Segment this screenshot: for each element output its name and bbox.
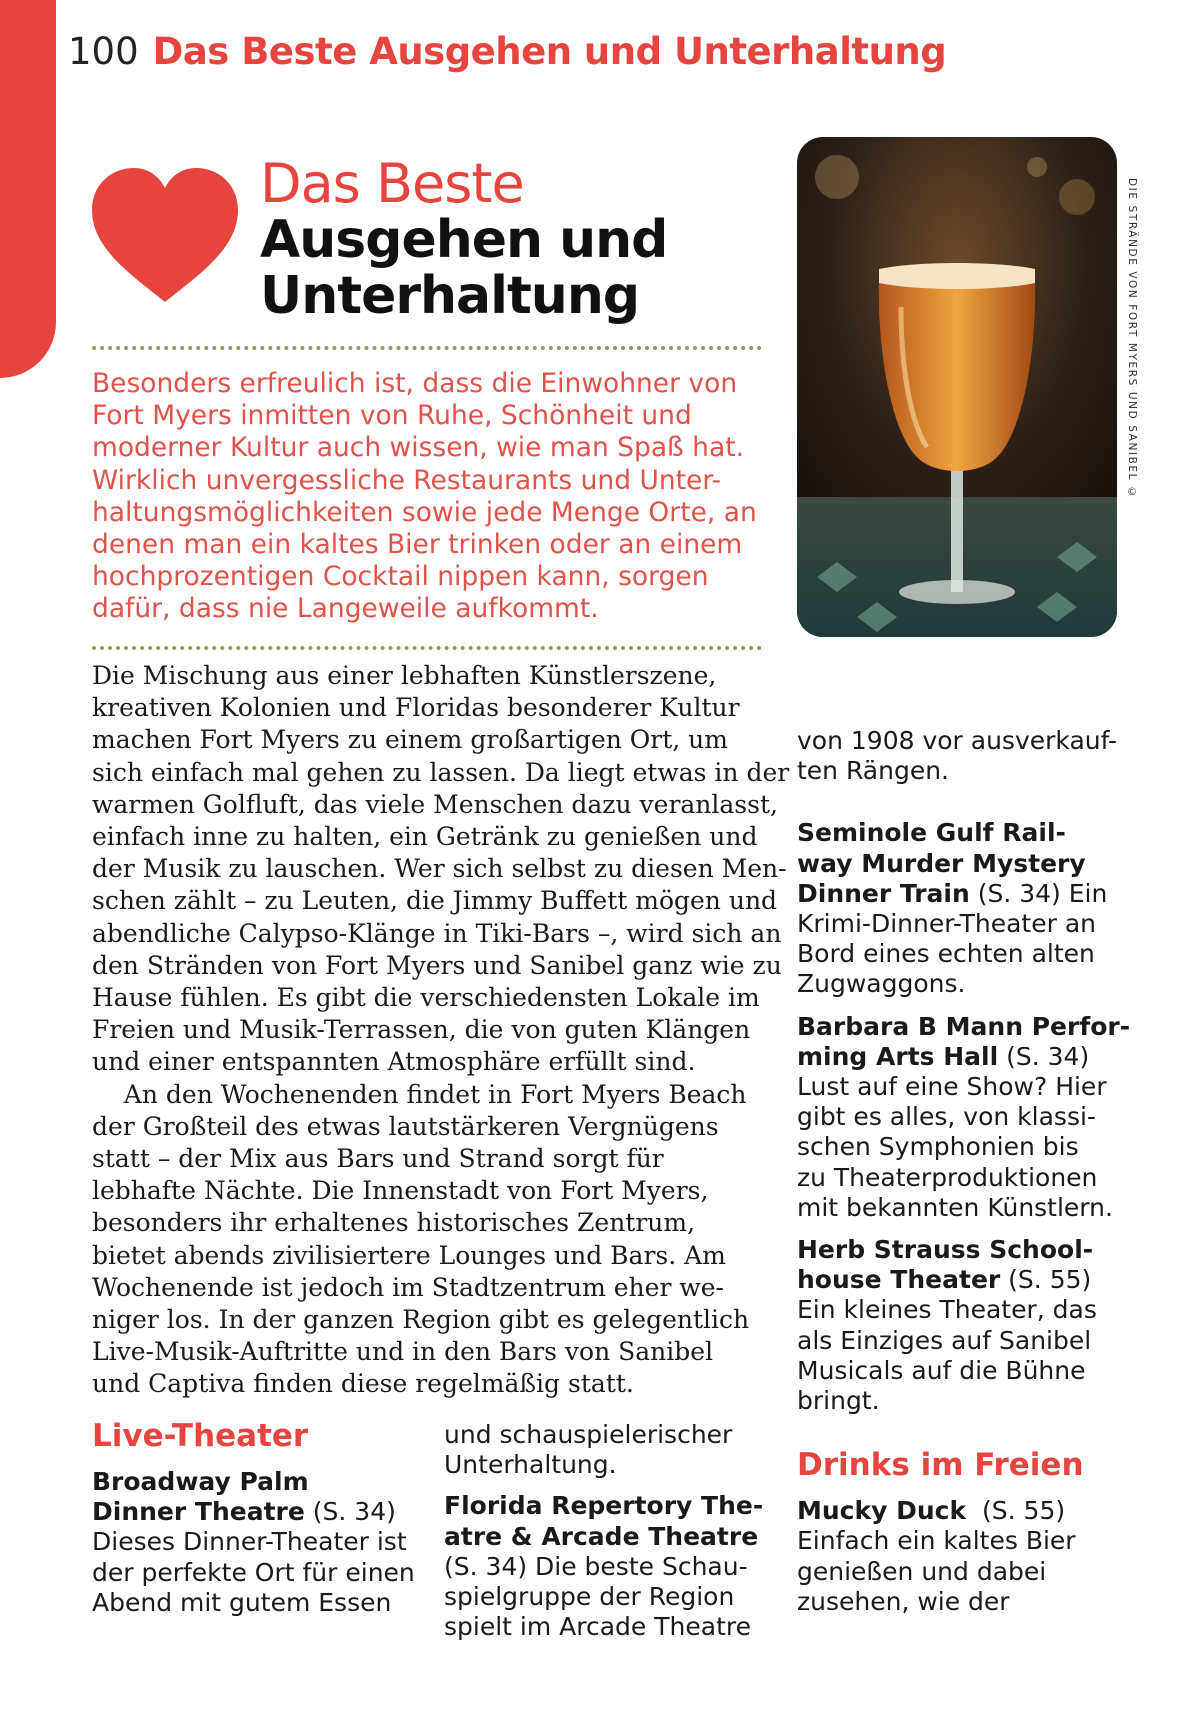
photo-credit: DIE STRÄNDE VON FORT MYERS UND SANIBEL © <box>1126 178 1138 500</box>
entry-name: ming Arts Hall (S. 34) <box>797 1041 1090 1071</box>
entry-text: der perfekte Ort für einen <box>92 1557 415 1587</box>
intro-line: dafür, dass nie Langeweile aufkommt. <box>92 593 599 625</box>
body-line: An den Wochenenden findet in Fort Myers Beach <box>92 1079 747 1109</box>
entry-text: mit bekannten Künstlern. <box>797 1192 1113 1222</box>
entry-text: gibt es alles, von klassi- <box>797 1102 1096 1132</box>
running-head <box>68 30 946 73</box>
body-text <box>92 660 790 1401</box>
dotted-divider-bottom <box>92 646 762 650</box>
hero-title-line3: Unterhaltung <box>260 266 640 326</box>
body-line: abendliche Calypso-Klänge in Tiki-Bars –, wird sich an <box>92 918 782 948</box>
entry-text: genießen und dabei <box>797 1556 1047 1586</box>
hero-title-line2: Ausgehen und <box>260 210 668 270</box>
entry-text: Musicals auf die Bühne <box>797 1355 1086 1385</box>
entry-text: von 1908 vor ausverkauf- <box>797 726 1118 755</box>
entry-text: spielt im Arcade Theatre <box>444 1612 751 1642</box>
beer-glass-photo <box>797 137 1117 637</box>
section-title-live-theater: Live-Theater <box>92 1418 309 1454</box>
body-line: besonders ihr erhaltenes historisches Zentrum, <box>92 1208 696 1238</box>
body-line: Wochenende ist jedoch im Stadtzentrum eher we- <box>92 1272 724 1302</box>
intro-line: Fort Myers inmitten von Ruhe, Schönheit und <box>92 400 692 432</box>
entry-text: als Einziges auf Sanibel <box>797 1325 1092 1355</box>
body-line: der Großteil des etwas lautstärkeren Vergnügens <box>92 1111 719 1141</box>
entry-name: Dinner Theatre (S. 34) <box>92 1497 396 1527</box>
entry-text: und schauspielerischer <box>444 1420 733 1449</box>
entry-name: Herb Strauss School- <box>797 1235 1094 1265</box>
entry-name: Florida Repertory The- <box>444 1491 764 1521</box>
entry-text: spielgruppe der Region <box>444 1582 735 1612</box>
entry-text: Lust auf eine Show? Hier <box>797 1072 1107 1102</box>
entry-text: Abend mit gutem Essen <box>92 1587 392 1617</box>
entry-text: Unterhaltung. <box>444 1450 617 1480</box>
body-line: Live-Musik-Auftritte und in den Bars von Sanibel <box>92 1337 714 1367</box>
entry-text: Dieses Dinner-Theater ist <box>92 1527 407 1557</box>
intro-line: haltungsmöglichkeiten sowie jede Menge Orte, an <box>92 496 757 528</box>
entry-text: Zugwaggons. <box>797 969 966 999</box>
entry-name: atre & Arcade Theatre <box>444 1521 759 1551</box>
body-line: lebhafte Nächte. Die Innenstadt von Fort Myers, <box>92 1176 709 1206</box>
section-title-drinks: Drinks im Freien <box>797 1447 1084 1484</box>
entry-name: Barbara B Mann Perfor- <box>797 1011 1131 1041</box>
entry-text: Ein kleines Theater, das <box>797 1295 1097 1325</box>
intro-paragraph <box>92 368 772 626</box>
page-number: 100 <box>68 30 139 73</box>
intro-line: Besonders erfreulich ist, dass die Einwohner von <box>92 368 738 399</box>
body-line: bietet abends zivilisiertere Lounges und Bars. Am <box>92 1240 726 1270</box>
intro-line: Wirklich unvergessliche Restaurants und Unter- <box>92 464 722 496</box>
intro-line: denen man ein kaltes Bier trinken oder an einem <box>92 529 743 561</box>
heart-icon <box>90 166 240 306</box>
column-3 <box>797 726 1131 1617</box>
body-line: niger los. In der ganzen Region gibt es gelegentlich <box>92 1305 750 1335</box>
entry-text: zusehen, wie der <box>797 1586 1010 1616</box>
body-line: Die Mischung aus einer lebhaften Künstlerszene, <box>92 661 717 690</box>
entry-text: Krimi-Dinner-Theater an <box>797 909 1096 939</box>
running-head-title: Das Beste Ausgehen und Unterhaltung <box>152 30 947 73</box>
entry-text: Einfach ein kaltes Bier <box>797 1526 1076 1556</box>
body-line: und Captiva finden diese regelmäßig statt. <box>92 1369 634 1399</box>
entry-name: Seminole Gulf Rail- <box>797 818 1066 848</box>
body-line: machen Fort Myers zu einem großartigen Ort, um <box>92 725 728 755</box>
entry-text: (S. 34) Die beste Schau- <box>444 1551 748 1581</box>
body-line: der Musik zu lauschen. Wer sich selbst zu diesen Men- <box>92 854 787 884</box>
intro-line: moderner Kultur auch wissen, wie man Spaß hat. <box>92 432 745 464</box>
hero-title <box>260 152 668 326</box>
body-line: statt – der Mix aus Bars und Strand sorgt für <box>92 1144 664 1174</box>
column-1 <box>92 1417 422 1618</box>
body-line: den Stränden von Fort Myers und Sanibel ganz wie zu <box>92 950 782 980</box>
body-line: sich einfach mal gehen zu lassen. Da liegt etwas in der <box>92 757 790 787</box>
body-line: und einer entspannten Atmosphäre erfüllt sind. <box>92 1047 696 1077</box>
entry-text: Bord eines echten alten <box>797 939 1095 969</box>
entry-name: way Murder Mystery <box>797 848 1086 878</box>
body-line: Hause fühlen. Es gibt die verschiedensten Lokale im <box>92 983 760 1013</box>
body-line: einfach inne zu halten, ein Getränk zu genießen und <box>92 822 758 852</box>
body-line: warmen Golfluft, das viele Menschen dazu veranlasst, <box>92 789 778 819</box>
entry-name: house Theater (S. 55) <box>797 1265 1092 1295</box>
entry-text: bringt. <box>797 1386 880 1416</box>
entry-name: Dinner Train (S. 34) Ein <box>797 878 1108 908</box>
entry-name: Mucky Duck (S. 55) <box>797 1496 1066 1526</box>
body-line: Freien und Musik-Terrassen, die von guten Klängen <box>92 1015 751 1045</box>
entry-name: Broadway Palm <box>92 1467 309 1496</box>
hero-title-line1: Das Beste <box>260 152 524 215</box>
body-line: schen zählt – zu Leuten, die Jimmy Buffett mögen und <box>92 886 778 916</box>
body-line: kreativen Kolonien und Floridas besonderer Kultur <box>92 693 740 723</box>
column-2 <box>444 1420 774 1642</box>
entry-text: schen Symphonien bis <box>797 1132 1079 1162</box>
entry-text: zu Theaterproduktionen <box>797 1162 1098 1192</box>
intro-line: hochprozentigen Cocktail nippen kann, sorgen <box>92 561 709 593</box>
entry-text: ten Rängen. <box>797 756 950 786</box>
dotted-divider-top <box>92 346 762 350</box>
chapter-tab <box>0 0 56 378</box>
